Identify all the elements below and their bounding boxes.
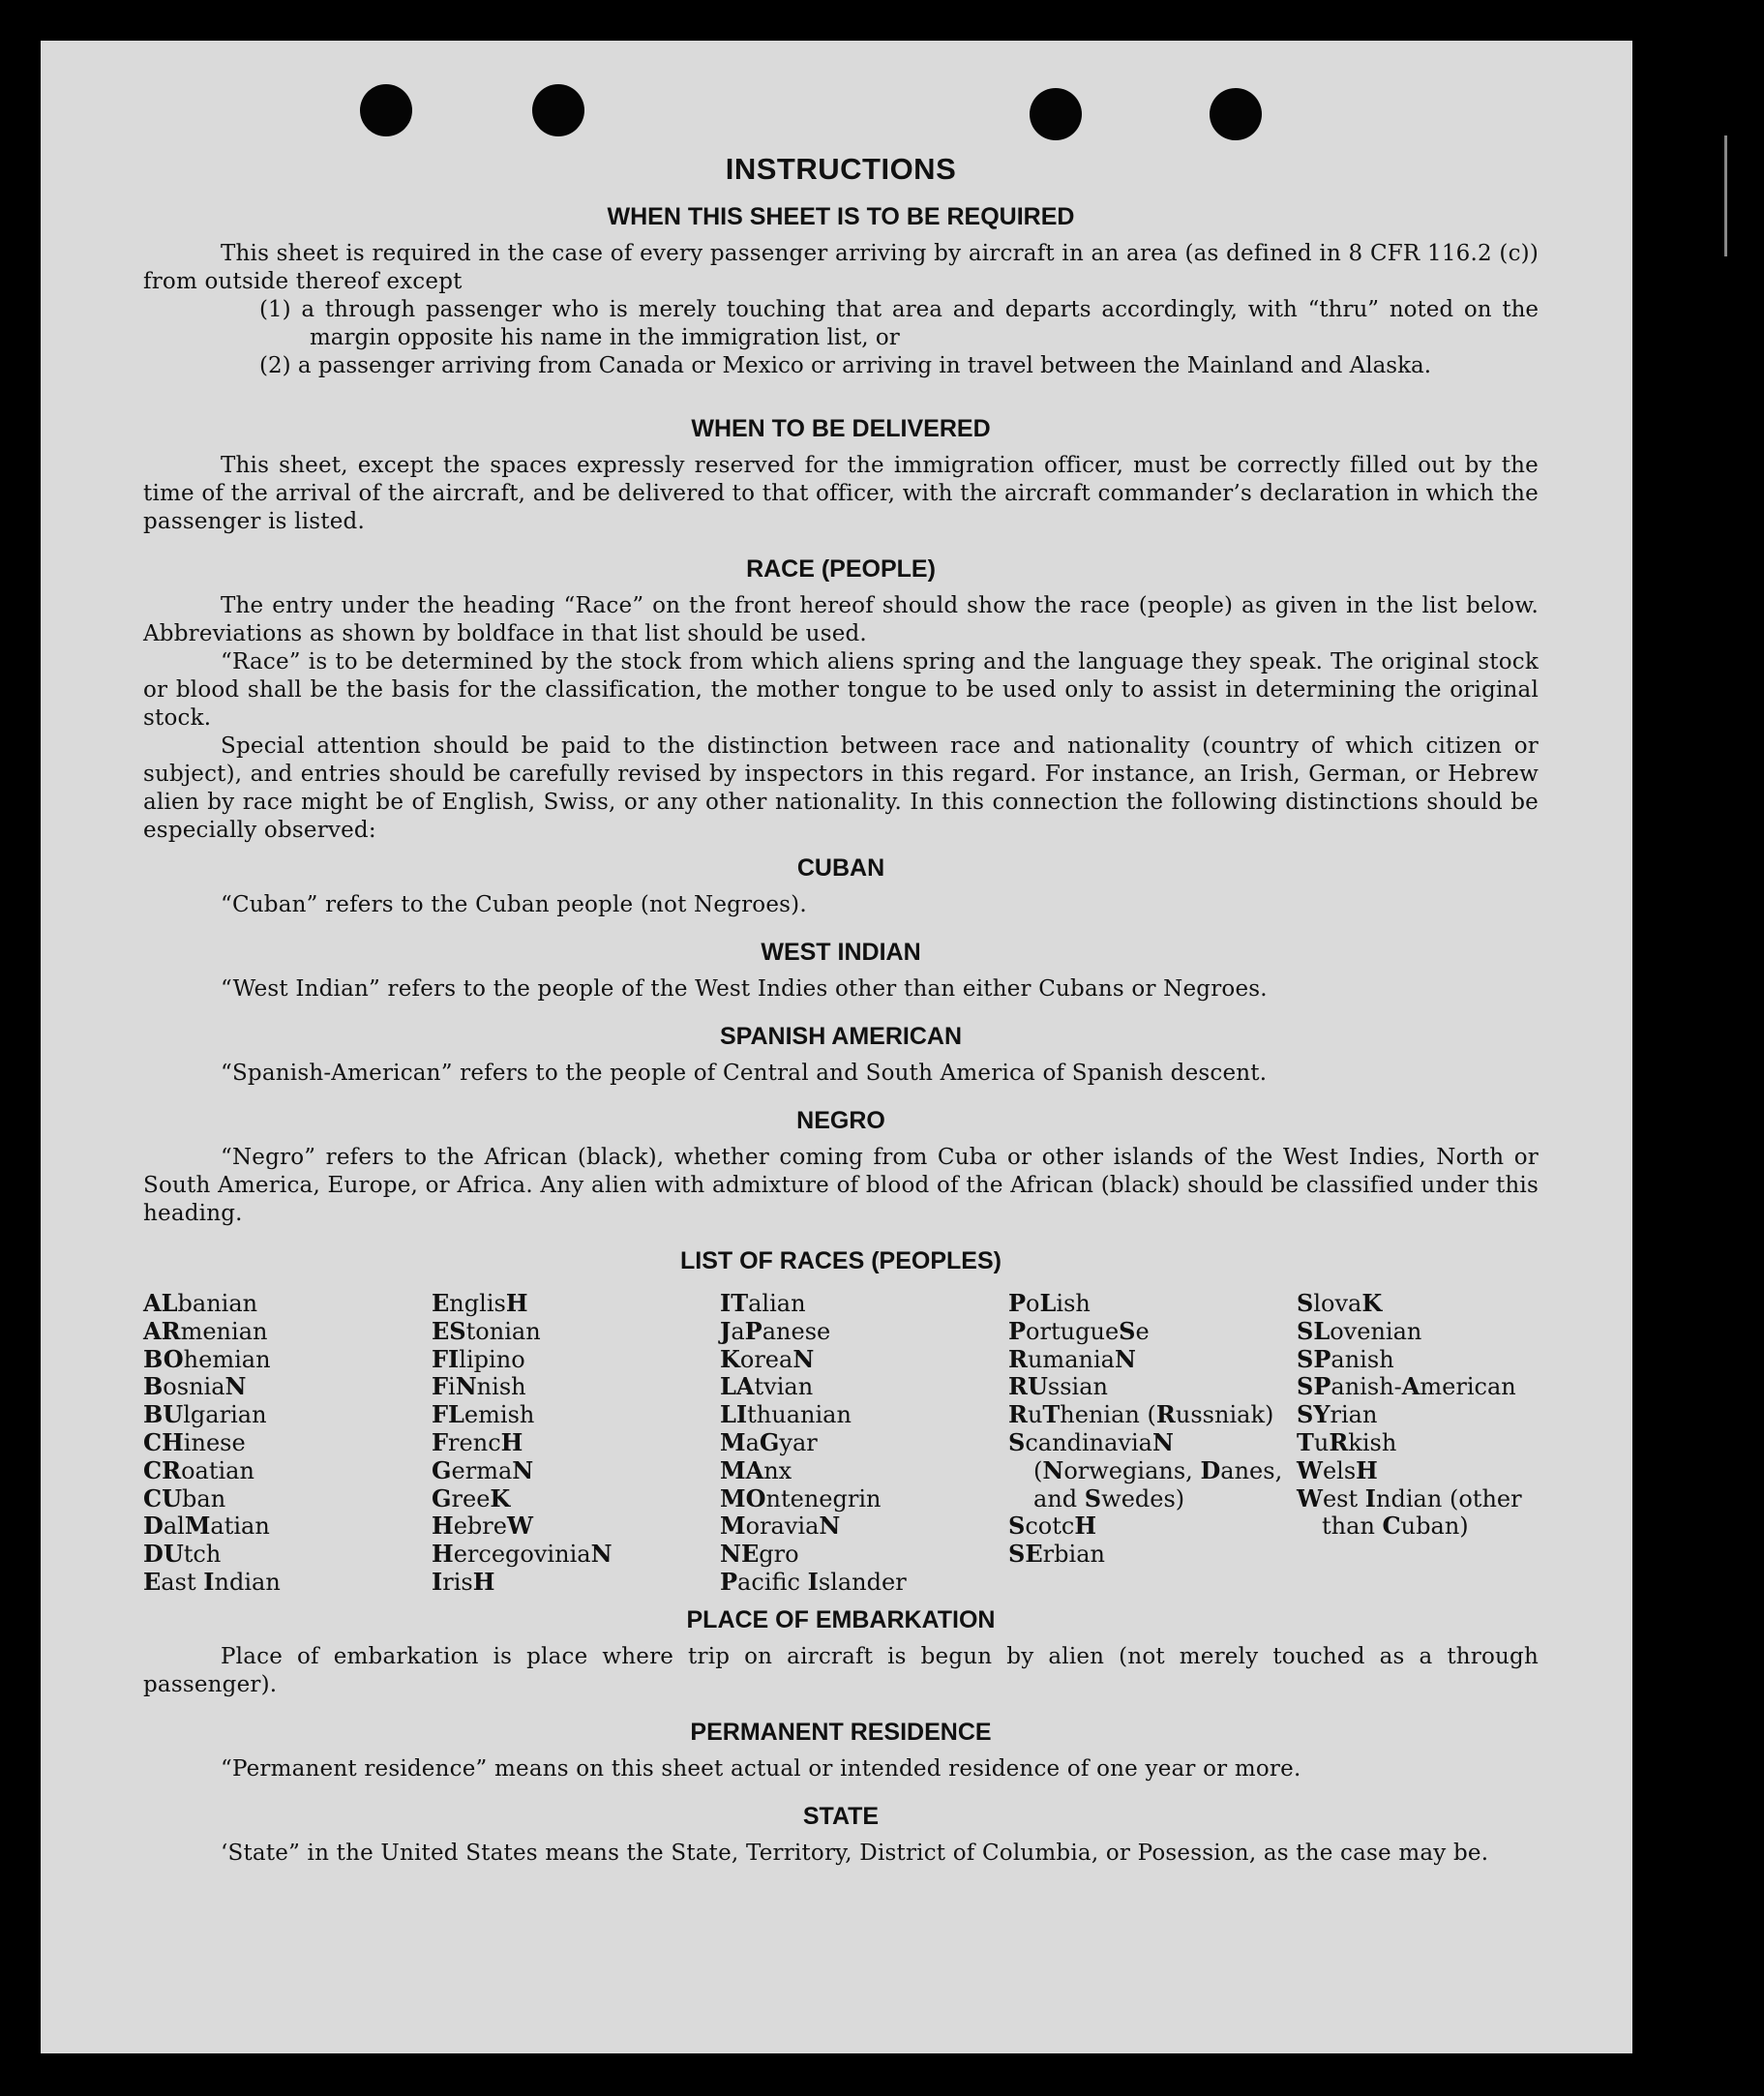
race-entry: FIlipino — [432, 1344, 525, 1373]
punch-hole — [532, 84, 584, 136]
paragraph: The entry under the heading “Race” on the front hereof should show the race (people) as given in the list below. Abbreviations as shown by boldface in that list should be used. — [143, 593, 1539, 646]
race-entry: JaPanese — [720, 1316, 831, 1345]
page-title: INSTRUCTIONS — [725, 152, 957, 186]
race-entry: CHinese — [143, 1427, 246, 1456]
race-entry: ITalian — [720, 1289, 806, 1317]
race-entry: LAtvian — [720, 1372, 814, 1401]
paragraph: “Permanent residence” means on this sheet actual or intended residence of one year or more. — [221, 1755, 1301, 1782]
section-heading-race: RACE (PEOPLE) — [746, 555, 936, 583]
section-heading-state: STATE — [802, 1802, 880, 1830]
race-entry: FrencH — [432, 1427, 523, 1456]
race-entry: EnglisH — [432, 1289, 528, 1317]
race-entry: PoLish — [1008, 1289, 1091, 1317]
race-entry: East Indian — [143, 1567, 281, 1596]
races-column — [1008, 1290, 1297, 1597]
section-heading-when-required: WHEN THIS SHEET IS TO BE REQUIRED — [607, 203, 1075, 230]
race-entry: ScandinaviaN (Norwegians, Danes, and Swedes) — [1008, 1427, 1283, 1512]
punch-hole — [1210, 88, 1262, 140]
race-entry: BOhemian — [143, 1344, 271, 1373]
races-column — [1297, 1290, 1539, 1597]
race-entry: SLovenian — [1297, 1316, 1422, 1345]
paragraph: “Spanish-American” refers to the people of Central and South America of Spanish descent. — [221, 1061, 1268, 1086]
race-entry: ARmenian — [143, 1316, 268, 1345]
race-entry: WelsH — [1297, 1455, 1378, 1484]
list-item: (1) a through passenger who is merely touching that area and departs accordingly, with “thru” noted on the margin opposite his name in the immigration list, or — [259, 297, 1539, 350]
punch-hole — [1030, 88, 1082, 140]
race-entry: PortugueSe — [1008, 1316, 1150, 1345]
scan-edge-mark — [1724, 135, 1727, 256]
race-entry: ScotcH — [1008, 1512, 1097, 1541]
paragraph: “Negro” refers to the African (black), whether coming from Cuba or other islands of the West Indies, North or South America, Europe, or Africa. Any alien with admixture of blood of the African (black) should be classified under this heading. — [143, 1145, 1539, 1226]
race-entry: EStonian — [432, 1316, 541, 1345]
race-entry: ALbanian — [143, 1289, 258, 1317]
race-entry: BosniaN — [143, 1372, 247, 1401]
race-entry: West Indian (other than Cuban) — [1297, 1483, 1522, 1541]
race-entry: SPanish-American — [1297, 1372, 1516, 1401]
race-entry: MAnx — [720, 1455, 792, 1484]
race-entry: SPanish — [1297, 1344, 1394, 1373]
paragraph: Special attention should be paid to the distinction between race and nationality (country of which citizen or subject), and entries should be carefully revised by inspectors in this regard. For instance, an Irish, German, or Hebrew alien by race might be of English, Swiss, or any other nationality. In this connection the following distinctions should be especially observed: — [143, 734, 1539, 843]
race-entry: DUtch — [143, 1540, 222, 1569]
race-entry: FiNnish — [432, 1372, 526, 1401]
race-entry: HebreW — [432, 1512, 533, 1541]
races-column — [432, 1290, 720, 1597]
race-entry: RUssian — [1008, 1372, 1109, 1401]
paragraph: “Race” is to be determined by the stock from which aliens spring and the language they speak. The original stock or blood shall be the basis for the classification, the mother tongue to be used only to assist in determining the original stock. — [143, 649, 1539, 731]
section-heading-embarkation: PLACE OF EMBARKATION — [686, 1605, 996, 1633]
section-heading-negro: NEGRO — [796, 1107, 885, 1134]
paragraph: This sheet is required in the case of every passenger arriving by aircraft in an area (as defined in 8 CFR 116.2 (c)) from outside thereof except — [143, 241, 1539, 294]
race-entry: Pacifc Islander — [720, 1567, 907, 1596]
section-heading-list-of-races: LIST OF RACES (PEOPLES) — [680, 1247, 1002, 1274]
races-list — [143, 1290, 1539, 1597]
section-heading-spanish-american: SPANISH AMERICAN — [719, 1023, 962, 1050]
race-entry: SlovaK — [1297, 1289, 1383, 1317]
race-entry: BUlgarian — [143, 1400, 267, 1429]
race-entry: FLemish — [432, 1400, 535, 1429]
race-entry: HercegoviniaN — [432, 1540, 613, 1569]
race-entry: GreeK — [432, 1483, 511, 1512]
race-entry: RuThenian (Russniak) — [1008, 1400, 1274, 1429]
paragraph: Place of embarkation is place where trip on aircraft is begun by alien (not merely touched as a through passenger). — [143, 1643, 1539, 1697]
race-entry: IrisH — [432, 1567, 495, 1596]
section-heading-permanent-residence: PERMANENT RESIDENCE — [690, 1718, 992, 1746]
race-entry: KoreaN — [720, 1344, 815, 1373]
races-column — [720, 1290, 1008, 1597]
race-entry: SYrian — [1297, 1400, 1378, 1429]
races-column — [143, 1290, 432, 1597]
paragraph: “Cuban” refers to the Cuban people (not Negroes). — [221, 892, 807, 917]
race-entry: GermaN — [432, 1455, 534, 1484]
punch-hole — [360, 84, 412, 136]
paragraph: “West Indian” refers to the people of the West Indies other than either Cubans or Negroes. — [221, 976, 1268, 1002]
race-entry: MoraviaN — [720, 1512, 841, 1541]
list-item: (2) a passenger arriving from Canada or Mexico or arriving in travel between the Mainland and Alaska. — [259, 353, 1432, 378]
race-entry: CUban — [143, 1483, 226, 1512]
race-entry: MOntenegrin — [720, 1483, 882, 1512]
race-entry: SErbian — [1008, 1540, 1105, 1569]
race-entry: RumaniaN — [1008, 1344, 1136, 1373]
race-entry: DalMatian — [143, 1512, 270, 1541]
section-heading-west-indian: WEST INDIAN — [761, 939, 921, 966]
section-heading-cuban: CUBAN — [796, 854, 885, 882]
race-entry: TuRkish — [1297, 1427, 1397, 1456]
document-content — [143, 145, 1539, 1868]
paragraph: ‘State” in the United States means the State, Territory, District of Columbia, or Posession, as the case may be. — [221, 1840, 1489, 1866]
section-heading-when-delivered: WHEN TO BE DELIVERED — [691, 415, 991, 442]
race-entry: CRoatian — [143, 1455, 254, 1484]
race-entry: NEgro — [720, 1540, 799, 1569]
race-entry: LIthuanian — [720, 1400, 852, 1429]
race-entry: MaGyar — [720, 1427, 818, 1456]
paragraph: This sheet, except the spaces expressly reserved for the immigration officer, must be correctly filled out by the time of the arrival of the aircraft, and be delivered to that officer, with the aircraft commander’s declaration in which the passenger is listed. — [143, 453, 1539, 534]
